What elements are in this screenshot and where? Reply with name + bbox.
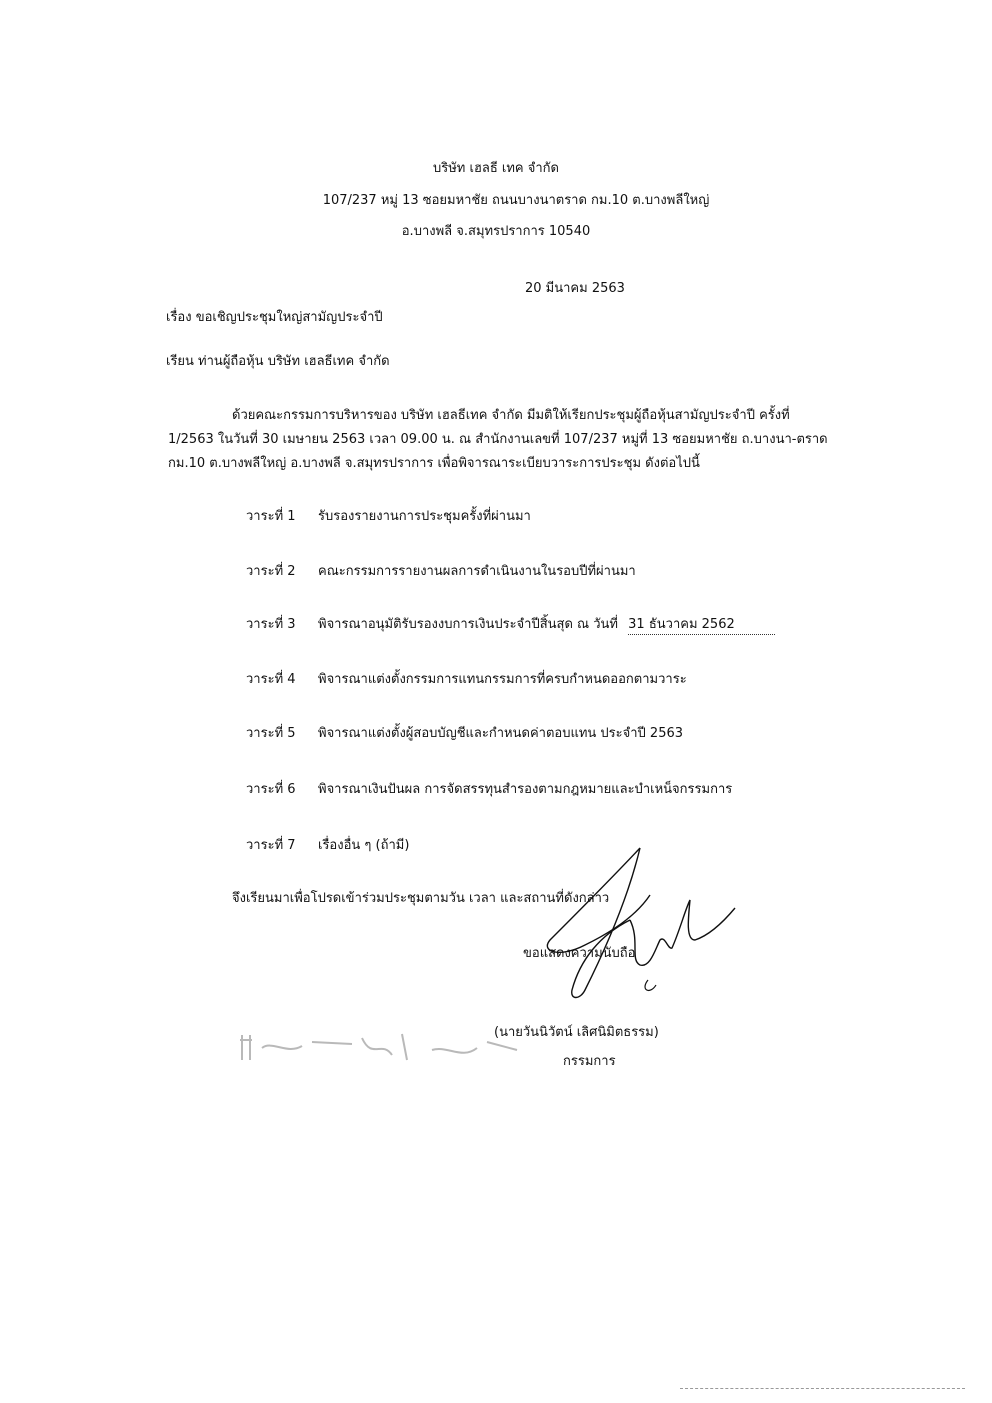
company-address-line1: 107/237 หมู่ 13 ซอยมหาชัย ถนนบางนาตราด กม.10 ต.บางพลีใหญ่: [322, 193, 710, 208]
faded-stamp-mark: [232, 1020, 532, 1070]
handwritten-signature: [490, 840, 750, 1010]
body-paragraph: [168, 404, 868, 476]
signer-name: (นายวันนิวัตน์ เลิศนิมิตธรรม): [494, 1025, 659, 1040]
agenda-item-1: [246, 505, 531, 526]
agenda-text: พิจารณาเงินปันผล การจัดสรรทุนสำรองตามกฎหมายและบำเหน็จกรรมการ: [318, 782, 733, 797]
agenda-item-6: [246, 778, 732, 799]
agenda-text: พิจารณาอนุมัติรับรองงบการเงินประจำปีสิ้นสุด ณ วันที่: [318, 617, 619, 632]
agenda-number: วาระที่ 2: [246, 564, 296, 579]
agenda-text: เรื่องอื่น ๆ (ถ้ามี): [318, 838, 410, 853]
agenda-item-4: [246, 668, 687, 689]
closing-text: จึงเรียนมาเพื่อโปรดเข้าร่วมประชุมตามวัน เวลา และสถานที่ดังกล่าว: [232, 891, 610, 906]
agenda-text: พิจารณาแต่งตั้งผู้สอบบัญชีและกำหนดค่าตอบแทน ประจำปี 2563: [318, 726, 684, 741]
agenda-item-3: [246, 613, 775, 635]
letter-recipient: เรียน ท่านผู้ถือหุ้น บริษัท เฮลธีเทค จำกัด: [166, 354, 390, 369]
agenda-item-5: [246, 722, 683, 743]
agenda-text: พิจารณาแต่งตั้งกรรมการแทนกรรมการที่ครบกำหนดออกตามวาระ: [318, 672, 687, 687]
agenda-number: วาระที่ 1: [246, 509, 296, 524]
agenda-item-7: [246, 834, 409, 855]
body-line-2: 1/2563 ในวันที่ 30 เมษายน 2563 เวลา 09.00 น. ณ สำนักงานเลขที่ 107/237 หมู่ที่ 13 ซอยมหาชัย ถ.บางนา-ตราด: [168, 432, 828, 447]
agenda-number: วาระที่ 5: [246, 726, 296, 741]
signer-title: กรรมการ: [563, 1054, 616, 1069]
agenda-number: วาระที่ 3: [246, 617, 296, 632]
agenda-number: วาระที่ 4: [246, 672, 296, 687]
letter-date: 20 มีนาคม 2563: [525, 281, 625, 296]
body-line-3: กม.10 ต.บางพลีใหญ่ อ.บางพลี จ.สมุทรปราการ เพื่อพิจารณาระเบียบวาระการประชุม ดังต่อไปนี้: [168, 456, 700, 471]
agenda-item-2: [246, 560, 636, 581]
regards-text: ขอแสดงความนับถือ: [523, 946, 636, 961]
agenda-text: รับรองรายงานการประชุมครั้งที่ผ่านมา: [318, 509, 531, 524]
agenda-text: คณะกรรมการรายงานผลการดำเนินงานในรอบปีที่ผ่านมา: [318, 564, 636, 579]
company-name: บริษัท เฮลธี เทค จำกัด: [433, 161, 559, 176]
letter-subject: เรื่อง ขอเชิญประชุมใหญ่สามัญประจำปี: [166, 310, 383, 325]
company-address-line2: อ.บางพลี จ.สมุทรปราการ 10540: [401, 224, 591, 239]
agenda-number: วาระที่ 7: [246, 838, 296, 853]
body-line-1: ด้วยคณะกรรมการบริหารของ บริษัท เฮลธีเทค จำกัด มีมติให้เรียกประชุมผู้ถือหุ้นสามัญประจำปี ครั้งที่: [232, 408, 790, 423]
page-footer-line: [680, 1388, 965, 1389]
agenda-date-field: 31 ธันวาคม 2562: [628, 613, 775, 635]
agenda-number: วาระที่ 6: [246, 782, 296, 797]
